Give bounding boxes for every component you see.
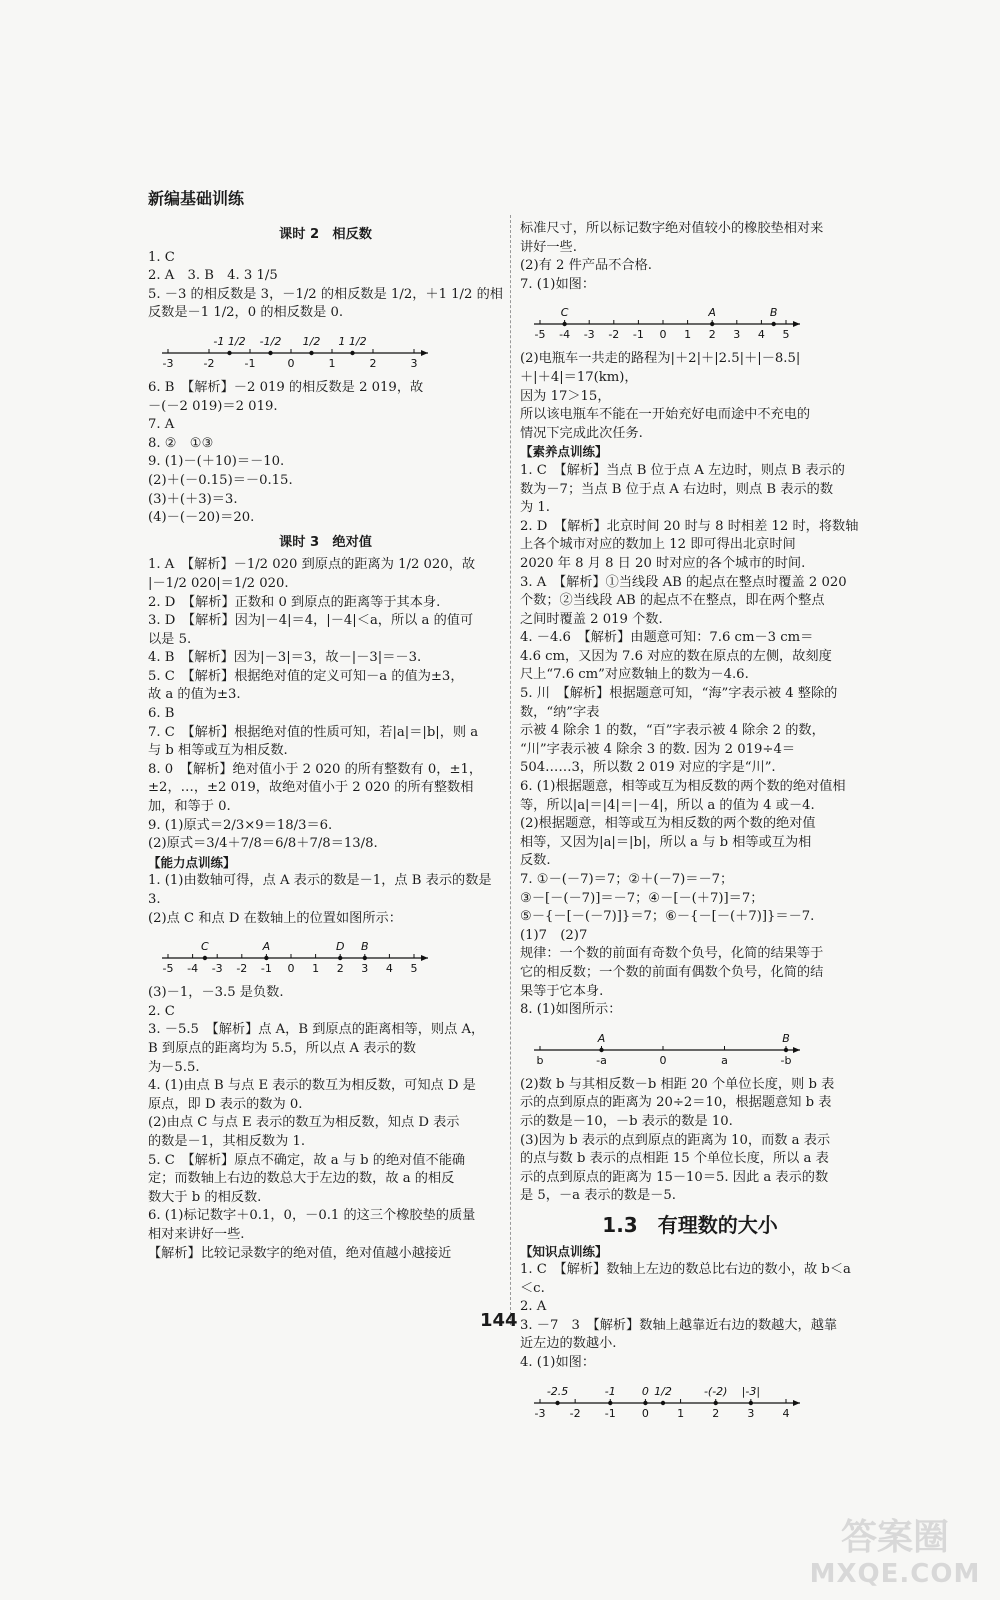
point-label: C	[201, 940, 209, 954]
watermark-url: MXQE.COM	[809, 1559, 981, 1589]
tick-label: -3	[162, 356, 174, 370]
answer-line: 5. C 【解析】原点不确定，故 a 与 b 的绝对值不能确	[148, 1152, 466, 1168]
tick-label: -1	[632, 328, 644, 342]
answer-line: ±2，…，±2 019，故绝对值小于 2 020 的所有整数相	[148, 780, 474, 796]
point-label: 1 1/2	[338, 334, 367, 348]
watermark-logo	[800, 1517, 990, 1590]
number-line-figure	[148, 327, 503, 373]
point-label: -2.5	[546, 1384, 569, 1398]
point-label: A	[597, 1031, 606, 1045]
answer-line: 加，和等于 0.	[148, 799, 231, 815]
point-label: 1/2	[302, 334, 321, 348]
point-marker	[749, 1400, 753, 1404]
tick-label: 2	[708, 328, 716, 342]
subsection-label: 【素养点训练】	[520, 444, 608, 460]
answer-line: 个数；②当线段 AB 的起点不在整点，即在两个整点	[520, 593, 825, 609]
axis-arrow	[421, 955, 428, 961]
answer-line: 以是 5.	[148, 631, 192, 647]
answer-line: (2)有 2 件产品不合格.	[520, 258, 652, 274]
answer-line: 1. C 【解析】数轴上左边的数总比右边的数小，故 b＜a	[520, 1262, 851, 1278]
answer-line: (2)由点 C 与点 E 表示的数互为相反数，知点 D 表示	[148, 1115, 460, 1131]
tick-label: -5	[534, 328, 546, 342]
answer-line: |－1/2 020|＝1/2 020.	[148, 575, 289, 591]
tick-label: -3	[211, 962, 223, 976]
point-label: B	[782, 1031, 790, 1045]
point-marker	[268, 351, 272, 355]
point-marker	[264, 956, 268, 960]
point-marker	[338, 956, 342, 960]
subsection-label: 【知识点训练】	[520, 1243, 608, 1259]
tick-label: 5	[410, 962, 418, 976]
answer-line: 反数.	[520, 853, 551, 869]
answer-line: 示的数是－10，－b 表示的数是 10.	[520, 1113, 733, 1129]
answer-line: 4. (1)如图：	[520, 1355, 596, 1371]
tick-label: 1	[312, 962, 320, 976]
number-line-0	[148, 327, 448, 373]
tick-label: 3	[361, 962, 369, 976]
point-label: |-3|	[741, 1384, 761, 1398]
tick-label: 2	[712, 1406, 720, 1420]
right-column	[520, 220, 860, 1429]
answer-line: 5. 川 【解析】根据题意可知，“海”字表示被 4 整除的数，“纳”字表	[520, 686, 838, 720]
tick-label: 1	[684, 328, 692, 342]
answer-line: 3. A 【解析】①当线段 AB 的起点在整点时覆盖 2 020	[520, 574, 847, 590]
answer-line: 8. (1)如图所示：	[520, 1002, 622, 1018]
point-marker	[714, 1400, 718, 1404]
answer-line: 的数是－1，其相反数为 1.	[148, 1133, 306, 1149]
answer-line: (4)－(－20)＝20.	[148, 510, 255, 526]
tick-label: -3	[534, 1406, 546, 1420]
tick-label: -5	[162, 962, 174, 976]
answer-line: 它的相反数；一个数的前面有偶数个负号，化简的结	[520, 964, 824, 980]
tick-label: 4	[757, 328, 765, 342]
answer-line: (2)根据题意，相等或互为相反数的两个数的绝对值	[520, 816, 816, 832]
point-label: A	[262, 940, 271, 954]
point-label: 0	[641, 1384, 649, 1398]
tick-label: a	[721, 1053, 728, 1067]
answer-line: 6. (1)标记数字＋0.1，0，－0.1 的这三个橡胶垫的质量	[148, 1208, 476, 1224]
answer-line: 相对来讲好一些.	[148, 1226, 245, 1242]
axis-arrow	[421, 350, 428, 356]
answer-line: 的点与数 b 表示的点相距 15 个单位长度，所以 a 表	[520, 1151, 829, 1167]
axis-arrow	[793, 1047, 800, 1053]
tick-label: 0	[287, 356, 295, 370]
answer-line: 2020 年 8 月 8 日 20 时对应的各个城市的时间.	[520, 555, 806, 571]
answer-line: 3. －7 3 【解析】数轴上越靠近右边的数越大，越靠	[520, 1317, 838, 1333]
answer-line: 3.	[148, 892, 161, 907]
answer-line: 4. －4.6 【解析】由题意可知：7.6 cm－3 cm＝	[520, 630, 814, 646]
answer-line: 4. B 【解析】因为|－3|＝3，故－|－3|＝－3.	[148, 650, 422, 666]
answer-line: 因为 17＞15，	[520, 388, 611, 404]
point-marker	[710, 322, 714, 326]
tick-label: 0	[287, 962, 295, 976]
point-marker	[350, 351, 354, 355]
tick-label: 4	[385, 962, 393, 976]
answer-line: 2. D 【解析】北京时间 20 时与 8 时相差 12 时，将数轴	[520, 518, 859, 534]
answer-line: 示的点到原点的距离为 15－10＝5. 因此 a 表示的数	[520, 1169, 829, 1185]
answer-line: 8. ② ①③	[148, 435, 214, 451]
number-line-2	[520, 298, 820, 344]
answer-line: 2. A	[520, 1299, 547, 1315]
point-marker	[661, 1400, 665, 1404]
section-title: 课时 3 绝对值	[279, 534, 372, 550]
number-line-figure	[148, 932, 503, 978]
point-marker	[555, 1400, 559, 1404]
point-marker	[643, 1400, 647, 1404]
point-label: 1/2	[654, 1384, 672, 1398]
answer-line: －(－2 019)＝2 019.	[148, 398, 278, 414]
answer-line: 4.6 cm，又因为 7.6 对应的数在原点的左侧，故刻度	[520, 648, 832, 664]
answer-line: 数大于 b 的相反数.	[148, 1189, 262, 1205]
answer-line: 是 5，－a 表示的数是－5.	[520, 1188, 676, 1204]
answer-line: 定；而数轴上右边的数总大于左边的数，故 a 的相反	[148, 1171, 455, 1187]
answer-line: (1)7 (2)7	[520, 927, 588, 943]
tick-label: -1	[260, 962, 272, 976]
axis-arrow	[793, 321, 800, 327]
answer-line: 故 a 的值为±3.	[148, 687, 241, 703]
point-label: -(-2)	[703, 1384, 728, 1398]
answer-line: ⑤－{－[－(－7)]}＝7；⑥－{－[－(＋7)]}＝－7.	[520, 909, 815, 925]
point-marker	[784, 1048, 788, 1052]
point-marker	[599, 1048, 603, 1052]
tick-label: 3	[410, 356, 418, 370]
answer-line: 1. A 【解析】－1/2 020 到原点的距离为 1/2 020，故	[148, 557, 476, 573]
tick-label: -1	[244, 356, 256, 370]
answer-line: 果等于它本身.	[520, 983, 604, 999]
tick-label: -2	[608, 328, 620, 342]
column-divider	[510, 215, 511, 1325]
point-label: -1	[604, 1384, 616, 1398]
answer-line: 近左边的数越小.	[520, 1336, 617, 1352]
answer-line: 9. (1)原式＝2/3×9＝18/3＝6.	[148, 817, 333, 833]
answer-line: 示被 4 除余 1 的数，“百”字表示被 4 除余 2 的数，	[520, 723, 825, 739]
point-marker	[227, 351, 231, 355]
answer-line: 标准尺寸，所以标记数字绝对值较小的橡胶垫相对来	[520, 221, 824, 236]
number-line-4	[520, 1377, 820, 1423]
answer-line: 5. C 【解析】根据绝对值的定义可知－a 的值为±3，	[148, 668, 464, 684]
point-label: -1/2	[259, 334, 282, 348]
answer-line: 3. －5.5 【解析】点 A，B 到原点的距离相等，则点 A，	[148, 1022, 485, 1038]
tick-label: 2	[369, 356, 377, 370]
tick-label: -3	[583, 328, 595, 342]
answer-line: 相等，又因为|a|＝|b|，所以 a 与 b 相等或互为相	[520, 834, 812, 850]
point-marker	[608, 1400, 612, 1404]
tick-label: 1	[328, 356, 336, 370]
tick-label: -2	[203, 356, 215, 370]
answer-line: 7. C 【解析】根据绝对值的性质可知，若|a|＝|b|，则 a	[148, 724, 479, 740]
answer-line: 6. (1)根据题意，相等或互为相反数的两个数的绝对值相	[520, 779, 846, 795]
answer-line: 原点，即 D 表示的数为 0.	[148, 1096, 303, 1112]
number-line-figure	[520, 1377, 860, 1423]
answer-line: 2. A 3. B 4. 3 1/5	[148, 268, 278, 284]
answer-line: 7. A	[148, 417, 175, 433]
point-label: B	[361, 940, 369, 954]
answer-line: 【解析】比较记录数字的绝对值，绝对值越小越接近	[148, 1245, 452, 1261]
tick-label: -2	[569, 1406, 581, 1420]
number-line-figure	[520, 1024, 860, 1070]
point-label: A	[708, 306, 716, 320]
answer-line: (2)电瓶车一共走的路程为|＋2|＋|2.5|＋|－8.5|	[520, 351, 801, 367]
point-marker	[309, 351, 313, 355]
number-line-3	[520, 1024, 820, 1070]
tick-label: 0	[659, 1053, 667, 1067]
section-title: 1.3 有理数的大小	[602, 1212, 778, 1237]
point-label: D	[335, 940, 345, 954]
answer-line: 等，所以|a|＝|4|＝|－4|，所以 a 的值为 4 或－4.	[520, 797, 815, 813]
answer-line: 1. C	[148, 249, 175, 265]
answer-line: 情况下完成此次任务.	[520, 425, 643, 441]
tick-label: 3	[733, 328, 741, 342]
answer-line: 5. －3 的相反数是 3，－1/2 的相反数是 1/2，＋1 1/2 的相	[148, 286, 503, 302]
answer-line: ＜c.	[520, 1280, 545, 1296]
answer-line: 3. D 【解析】因为|－4|＝4，|－4|＜a，所以 a 的值可	[148, 613, 474, 629]
answer-line: 1. C 【解析】当点 B 位于点 A 左边时，则点 B 表示的	[520, 462, 845, 478]
answer-line: 7. (1)如图：	[520, 276, 596, 292]
tick-label: 0	[641, 1406, 649, 1420]
answer-line: 2. D 【解析】正数和 0 到原点的距离等于其本身.	[148, 594, 441, 610]
point-label: B	[769, 306, 778, 320]
answer-line: (2)原式＝3/4＋7/8＝6/8＋7/8＝13/8.	[148, 836, 378, 852]
answer-line: 尺上“7.6 cm”对应数轴上的数为－4.6.	[520, 667, 749, 683]
answer-line: 504……3，所以数 2 019 对应的字是“川”.	[520, 760, 776, 776]
answer-line: 9. (1)－(＋10)＝－10.	[148, 454, 285, 470]
tick-label: -2	[236, 962, 248, 976]
tick-label: 1	[677, 1406, 685, 1420]
answer-line: “川”字表示被 4 除余 3 的数. 因为 2 019÷4＝	[520, 741, 796, 757]
point-marker	[562, 322, 566, 326]
answer-line: 6. B	[148, 706, 175, 722]
page-number: 144	[480, 1310, 518, 1331]
number-line-figure	[520, 298, 860, 344]
answer-line: (3)－1，－3.5 是负数.	[148, 985, 284, 1001]
tick-label: -b	[780, 1053, 792, 1067]
tick-label: -4	[187, 962, 199, 976]
answer-line: 规律：一个数的前面有奇数个负号，化简的结果等于	[520, 946, 824, 962]
answer-line: 示的点到原点的距离为 20÷2＝10，根据题意知 b 表	[520, 1095, 832, 1111]
answer-line: 讲好一些.	[520, 239, 577, 255]
tick-label: 3	[747, 1406, 755, 1420]
answer-line: 为 1.	[520, 500, 550, 516]
answer-line: 上各个城市对应的数加上 12 即可得出北京时间	[520, 537, 796, 553]
answer-line: 为－5.5.	[148, 1059, 200, 1075]
subsection-label: 【能力点训练】	[148, 854, 236, 870]
answer-line: (3)＋(＋3)＝3.	[148, 491, 238, 507]
point-marker	[363, 956, 367, 960]
tick-label: -1	[604, 1406, 616, 1420]
answer-line: (2)点 C 和点 D 在数轴上的位置如图所示：	[148, 910, 402, 926]
point-label: C	[560, 306, 569, 320]
answer-line: 8. 0 【解析】绝对值小于 2 020 的所有整数有 0，±1，	[148, 761, 483, 777]
watermark-top: 答案圈	[840, 1517, 949, 1558]
answer-line: 7. ①－(－7)＝7；②＋(－7)＝－7；	[520, 872, 734, 887]
answer-line: 6. B 【解析】－2 019 的相反数是 2 019，故	[148, 379, 424, 395]
tick-label: 0	[659, 328, 667, 342]
tick-label: 5	[782, 328, 790, 342]
answer-line: 所以该电瓶车不能在一开始充好电而途中不充电的	[520, 407, 811, 423]
tick-label: b	[536, 1053, 544, 1067]
tick-label: -4	[559, 328, 571, 342]
point-marker	[203, 956, 207, 960]
left-column	[148, 220, 503, 1263]
answer-line: 之间时覆盖 2 019 个数.	[520, 611, 663, 627]
answer-line: 反数是－1 1/2，0 的相反数是 0.	[148, 305, 344, 321]
tick-label: 2	[336, 962, 344, 976]
answer-line: (2)数 b 与其相反数－b 相距 20 个单位长度，则 b 表	[520, 1076, 835, 1092]
number-line-1	[148, 932, 448, 978]
tick-label: 4	[782, 1406, 790, 1420]
tick-label: -a	[596, 1053, 607, 1067]
answer-line: B 到原点的距离均为 5.5，所以点 A 表示的数	[148, 1040, 416, 1056]
point-label: -1 1/2	[213, 334, 246, 348]
answer-line: 4. (1)由点 B 与点 E 表示的数互为相反数，可知点 D 是	[148, 1078, 476, 1094]
answer-line: (3)因为 b 表示的点到原点的距离为 10，而数 a 表示	[520, 1132, 831, 1148]
answer-line: 1. (1)由数轴可得，点 A 表示的数是－1，点 B 表示的数是	[148, 873, 492, 889]
answer-line: 数为－7；当点 B 位于点 A 右边时，则点 B 表示的数	[520, 481, 834, 497]
section-title: 课时 2 相反数	[279, 227, 372, 242]
answer-line: 2. C	[148, 1003, 175, 1019]
answer-line: 与 b 相等或互为相反数.	[148, 743, 288, 759]
point-marker	[772, 322, 776, 326]
answer-line: ③－[－(－7)]＝－7；④－[－(＋7)]＝7；	[520, 890, 764, 906]
axis-arrow	[793, 1400, 800, 1406]
page-header: 新编基础训练	[148, 189, 245, 208]
answer-line: (2)＋(－0.15)＝－0.15.	[148, 472, 293, 488]
answer-line: ＋|＋4|＝17(km)，	[520, 369, 638, 385]
